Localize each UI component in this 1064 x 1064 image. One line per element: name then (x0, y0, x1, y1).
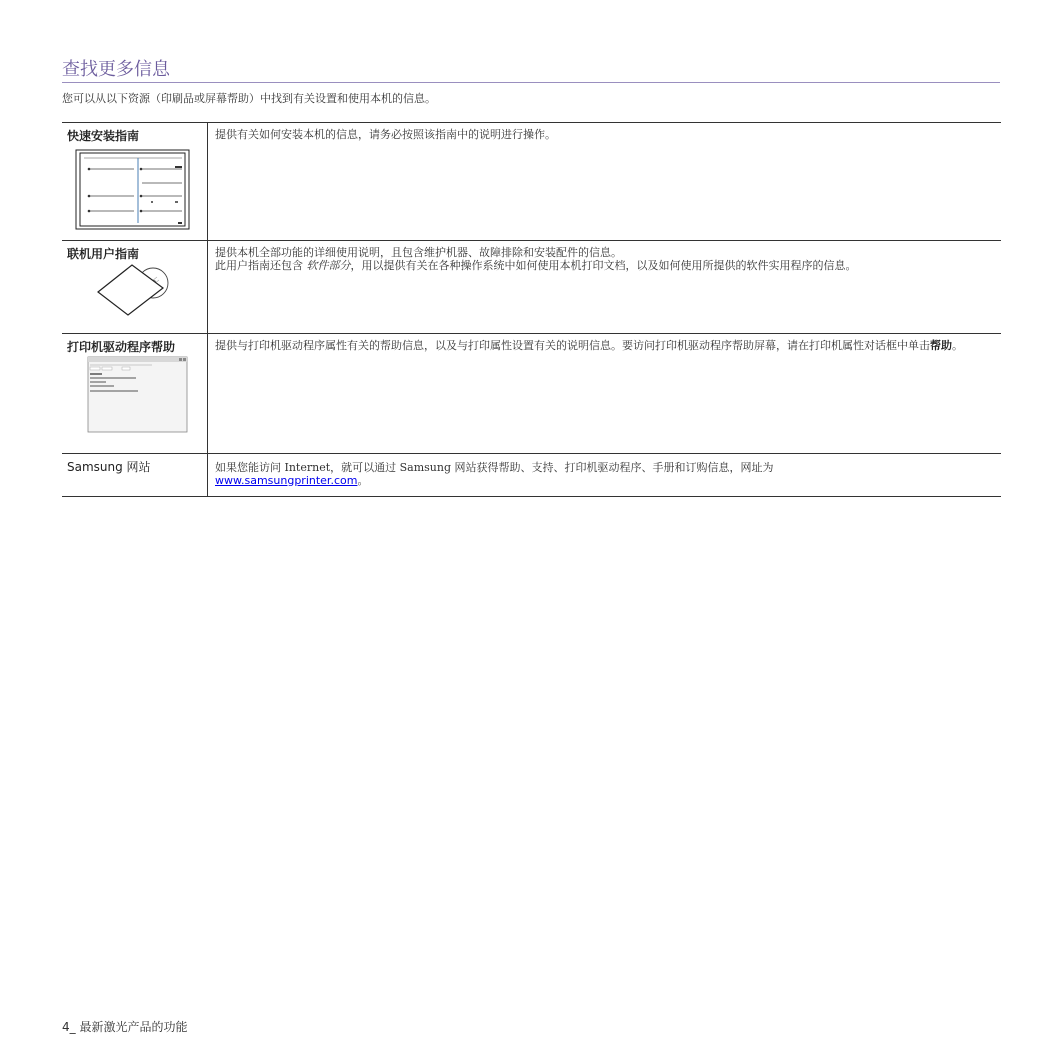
resource-description: 提供与打印机驱动程序属性有关的帮助信息，以及与打印属性设置有关的说明信息。要访问打印机驱动程序帮助屏幕，请在打印机属性对话框中单击 (215, 339, 930, 352)
desc-text: 如果您能访问 Internet，就可以通过 Samsung 网站获得帮助、支持、打印机驱动程序、手册和订购信息，网址为 (215, 461, 774, 474)
desc-text: 此用户指南还包含 (215, 259, 303, 272)
resource-description (215, 461, 993, 474)
resource-description-line1: 提供本机全部功能的详细使用说明，且包含维护机器、故障排除和安装配件的信息。 (215, 246, 622, 259)
table-row (62, 123, 1001, 241)
resource-name: 打印机驱动程序帮助 (67, 340, 176, 354)
software-section-emphasis: 软件部分 (306, 259, 351, 272)
resource-name: 联机用户指南 (67, 247, 140, 261)
quick-install-guide-icon (62, 143, 207, 231)
intro-text: 您可以从以下资源（印刷品或屏幕帮助）中找到有关设置和使用本机的信息。 (62, 92, 436, 105)
desc-text: ，用以提供有关在各种操作系统中如何使用本机打印文档，以及如何使用所提供的软件实用程序的信息。 (350, 259, 857, 272)
resource-description: 提供有关如何安装本机的信息，请务必按照该指南中的说明进行操作。 (215, 128, 556, 141)
help-keyword: 帮助 (930, 339, 952, 352)
resource-description-line2 (215, 259, 993, 272)
page-footer: 4_ 最新激光产品的功能 (62, 1020, 188, 1034)
resources-table (62, 122, 1001, 497)
cd-disc-icon (62, 261, 207, 323)
table-row (62, 334, 1001, 454)
resource-name: 快速安装指南 (67, 129, 140, 143)
resource-name: Samsung 网站 (67, 460, 151, 474)
table-row (62, 241, 1001, 334)
driver-dialog-icon (62, 354, 207, 438)
table-row (62, 454, 1001, 497)
page-title: 查找更多信息 (62, 59, 1000, 83)
samsung-website-link[interactable]: www.samsungprinter.com (215, 474, 358, 487)
desc-text: 。 (952, 339, 963, 352)
desc-text: 。 (357, 474, 369, 487)
